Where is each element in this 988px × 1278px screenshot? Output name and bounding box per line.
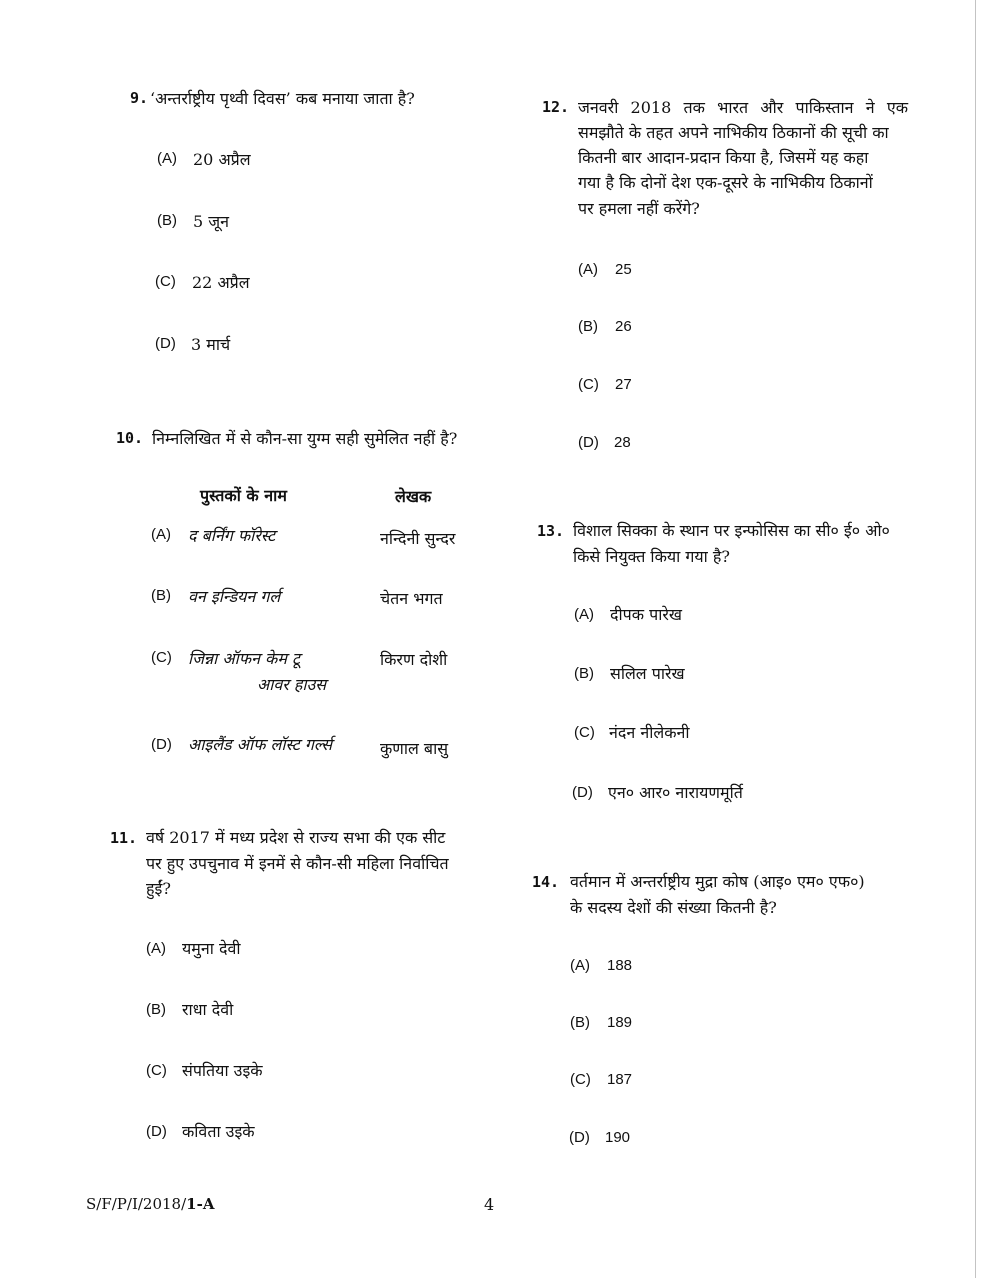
- question-number: 10.: [116, 429, 144, 447]
- question-number: 13.: [537, 522, 565, 540]
- author-name: किरण दोशी: [380, 650, 448, 669]
- author-name: चेतन भगत: [380, 589, 443, 608]
- option-label: (C): [146, 1062, 167, 1079]
- option-label: (D): [578, 434, 599, 451]
- question-number: 12.: [542, 98, 570, 116]
- option-text: संपतिया उइके: [182, 1061, 263, 1080]
- row-label: (A): [151, 526, 171, 543]
- option-label: (A): [574, 606, 594, 623]
- option-label: (A): [578, 261, 598, 278]
- option-label: (D): [146, 1123, 167, 1140]
- option-label: (B): [578, 318, 598, 335]
- option-label: (C): [570, 1071, 591, 1088]
- option-label: (D): [155, 335, 176, 352]
- option-label: (D): [569, 1129, 590, 1146]
- option-text: 25: [615, 261, 632, 278]
- book-name-cont: आवर हाउस: [257, 675, 327, 694]
- option-text: 27: [615, 376, 632, 393]
- option-label: (B): [574, 665, 594, 682]
- question-text-line: जनवरी 2018 तक भारत और पाकिस्तान ने एक: [578, 98, 908, 117]
- question-text-line: वर्ष 2017 में मध्य प्रदेश से राज्य सभा की एक सीट: [146, 828, 446, 847]
- question-text-line: पर हुए उपचुनाव में इनमें से कौन-सी महिला निर्वाचित: [146, 854, 449, 873]
- option-text: राधा देवी: [182, 1000, 234, 1019]
- option-label: (B): [570, 1014, 590, 1031]
- book-name: आइलैंड ऑफ लॉस्ट गर्ल्स: [188, 735, 333, 754]
- question-text-line: वर्तमान में अन्तर्राष्ट्रीय मुद्रा कोष (आइ० एम० एफ०): [570, 872, 865, 891]
- option-text: 190: [605, 1129, 631, 1146]
- option-label: (D): [572, 784, 593, 801]
- option-label: (B): [146, 1001, 166, 1018]
- table-header-books: पुस्तकों के नाम: [200, 486, 287, 505]
- option-text: 28: [614, 434, 631, 451]
- question-text-line: पर हमला नहीं करेंगे?: [578, 199, 700, 218]
- option-label: (B): [157, 212, 177, 229]
- paper-code-prefix: S/F/P/I/2018/: [86, 1195, 187, 1213]
- option-text: 3 मार्च: [191, 335, 231, 354]
- paper-code-suffix: 1-A: [186, 1195, 215, 1213]
- question-text-line: हुईं?: [146, 879, 171, 898]
- question-number: 11.: [110, 829, 138, 847]
- question-text-line: के सदस्य देशों की संख्या कितनी है?: [570, 898, 777, 917]
- question-text: निम्नलिखित में से कौन-सा युग्म सही सुमेलित नहीं है?: [152, 429, 458, 448]
- option-text: कविता उइके: [182, 1122, 255, 1141]
- book-name: जिन्ना ऑफन केम टू: [188, 649, 301, 668]
- paper-code: [86, 1195, 214, 1213]
- option-label: (C): [578, 376, 599, 393]
- option-text: 189: [607, 1014, 633, 1031]
- option-label: (C): [155, 273, 176, 290]
- book-name: द बर्निंग फॉरेस्ट: [188, 526, 276, 545]
- row-label: (B): [151, 587, 171, 604]
- option-label: (A): [157, 150, 177, 167]
- author-name: नन्दिनी सुन्दर: [380, 529, 456, 548]
- question-text: ‘अन्तर्राष्ट्रीय पृथ्वी दिवस’ कब मनाया जाता है?: [150, 89, 415, 108]
- question-text-line: विशाल सिक्का के स्थान पर इन्फोसिस का सी० ई० ओ०: [573, 521, 890, 540]
- row-label: (C): [151, 649, 172, 666]
- question-text-line: गया है कि दोनों देश एक-दूसरे के नाभिकीय ठिकानों: [578, 173, 873, 192]
- option-text: सलिल पारेख: [610, 664, 685, 683]
- page-number: 4: [484, 1195, 495, 1214]
- option-label: (A): [146, 940, 166, 957]
- scan-edge: [975, 0, 976, 1278]
- option-text: यमुना देवी: [182, 939, 241, 958]
- table-header-author: लेखक: [395, 487, 432, 506]
- question-text-line: कितनी बार आदान-प्रदान किया है, जिसमें यह कहा: [578, 148, 869, 167]
- option-text: दीपक पारेख: [610, 605, 682, 624]
- option-text: 20 अप्रैल: [193, 150, 251, 169]
- question-number: 14.: [532, 873, 560, 891]
- option-text: 22 अप्रैल: [192, 273, 250, 292]
- question-number: 9.: [130, 89, 149, 107]
- author-name: कुणाल बासु: [380, 739, 449, 758]
- row-label: (D): [151, 736, 172, 753]
- option-text: एन० आर० नारायणमूर्ति: [608, 783, 743, 802]
- option-label: (C): [574, 724, 595, 741]
- option-text: 187: [607, 1071, 633, 1088]
- question-text-line: किसे नियुक्त किया गया है?: [573, 547, 730, 566]
- option-text: 26: [615, 318, 632, 335]
- question-text-line: समझौते के तहत अपने नाभिकीय ठिकानों की सूची का: [578, 123, 889, 142]
- book-name: वन इन्डियन गर्ल: [188, 587, 281, 606]
- option-label: (A): [570, 957, 590, 974]
- option-text: 188: [607, 957, 633, 974]
- option-text: नंदन नीलेकनी: [609, 723, 690, 742]
- option-text: 5 जून: [193, 212, 230, 231]
